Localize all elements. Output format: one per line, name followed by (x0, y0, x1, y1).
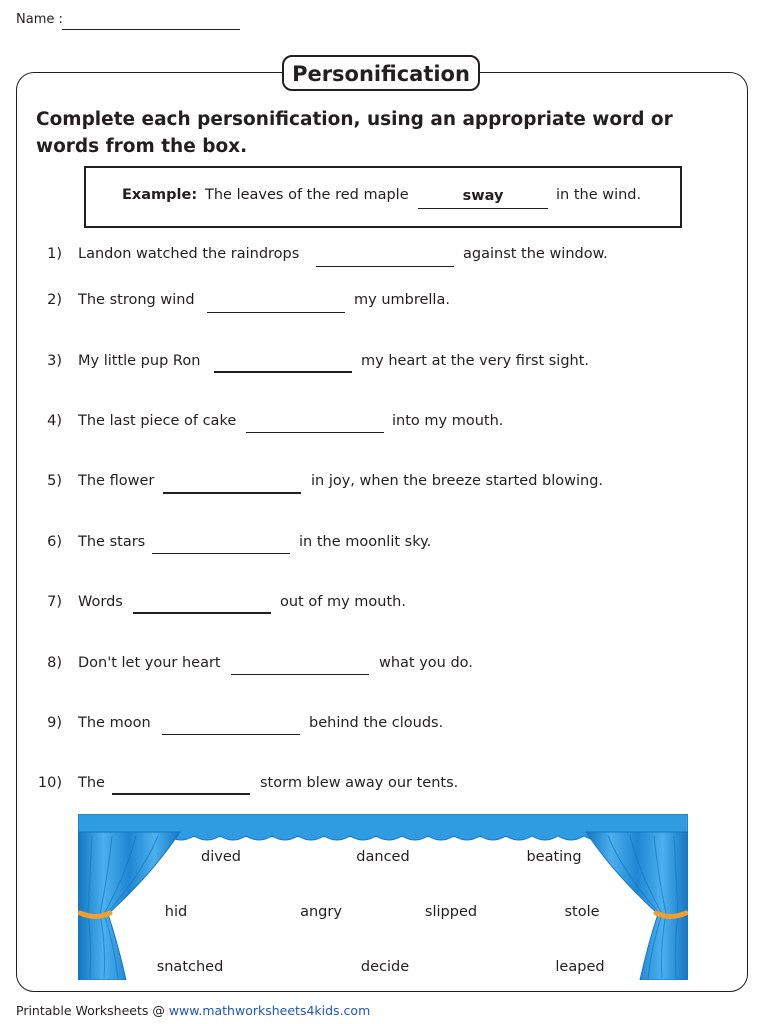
answer-blank[interactable] (246, 432, 384, 433)
question-number: 7) (47, 594, 62, 610)
name-line (62, 29, 240, 30)
word-option: danced (356, 849, 410, 865)
answer-blank[interactable] (133, 612, 271, 614)
question-number: 10) (37, 775, 62, 791)
question-text-after: storm blew away our tents. (260, 775, 459, 791)
example-answer: sway (418, 188, 548, 209)
question-text-before: The last piece of cake (78, 413, 237, 429)
answer-blank[interactable] (163, 492, 301, 494)
question-number: 2) (47, 292, 62, 308)
question-number: 5) (47, 473, 62, 489)
question-text-before: Landon watched the raindrops (78, 246, 300, 262)
word-option: hid (164, 904, 188, 920)
footer-link[interactable]: www.mathworksheets4kids.com (168, 1003, 371, 1018)
curtain-word-box (78, 814, 688, 980)
question-text-after: behind the clouds. (309, 715, 444, 731)
question-text-after: what you do. (379, 655, 473, 671)
answer-blank[interactable] (152, 553, 290, 554)
question-text-before: The flower (78, 473, 155, 489)
question-text-after: in the moonlit sky. (299, 534, 432, 550)
question-number: 8) (47, 655, 62, 671)
question-number: 6) (47, 534, 62, 550)
example-label: Example: (122, 187, 198, 203)
example-text-after: in the wind. (556, 187, 642, 203)
question-text-before: The (78, 775, 105, 791)
page-title: Personification (282, 55, 480, 91)
question-text-before: The stars (78, 534, 146, 550)
name-label: Name : (16, 12, 63, 27)
answer-blank[interactable] (112, 793, 250, 795)
answer-blank[interactable] (231, 674, 369, 675)
answer-blank[interactable] (316, 266, 454, 267)
word-option: slipped (424, 904, 478, 920)
word-option: stole (564, 904, 600, 920)
question-text-before: The moon (78, 715, 151, 731)
word-option: decide (360, 959, 410, 975)
answer-blank[interactable] (162, 734, 300, 735)
question-text-after: my heart at the very first sight. (361, 353, 590, 369)
question-text-before: Words (78, 594, 123, 610)
footer (16, 1003, 370, 1018)
answer-blank[interactable] (214, 371, 352, 373)
footer-prefix: Printable Worksheets @ (16, 1003, 169, 1018)
word-option: beating (526, 849, 582, 865)
question-text-after: my umbrella. (354, 292, 450, 308)
question-text-after: into my mouth. (392, 413, 504, 429)
instructions: Complete each personification, using an appropriate word or words from the box. (36, 109, 673, 157)
question-number: 9) (47, 715, 62, 731)
answer-blank[interactable] (207, 312, 345, 313)
question-text-before: My little pup Ron (78, 353, 201, 369)
word-option: leaped (555, 959, 605, 975)
question-text-before: Don't let your heart (78, 655, 221, 671)
question-text-after: out of my mouth. (280, 594, 406, 610)
question-number: 3) (47, 353, 62, 369)
example-text-before: The leaves of the red maple (205, 187, 409, 203)
word-option: snatched (156, 959, 224, 975)
word-option: angry (300, 904, 342, 920)
question-text-after: in joy, when the breeze started blowing. (311, 473, 604, 489)
word-option: dived (201, 849, 241, 865)
question-text-before: The strong wind (78, 292, 195, 308)
question-number: 4) (47, 413, 62, 429)
question-number: 1) (47, 246, 62, 262)
question-text-after: against the window. (463, 246, 608, 262)
